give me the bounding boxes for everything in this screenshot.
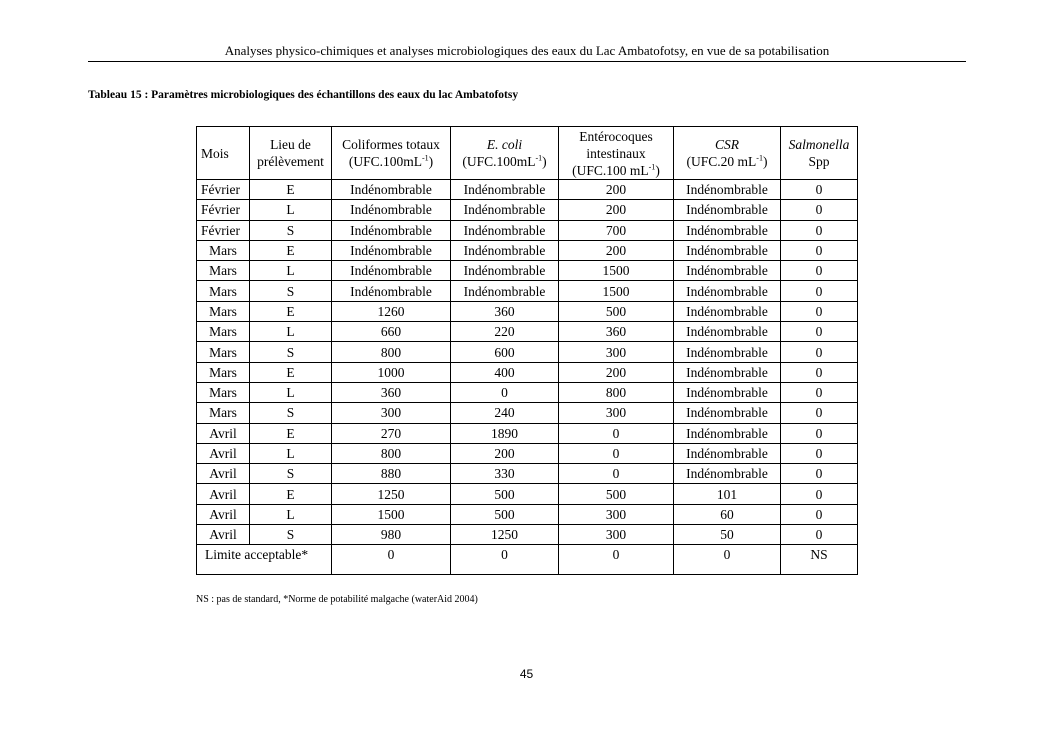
- table-row: [197, 281, 858, 301]
- cell-salmonella: 0: [781, 220, 858, 240]
- cell-mois: Mars: [197, 301, 250, 321]
- cell-entero: 0: [559, 443, 674, 463]
- header-enterocoques: [559, 127, 674, 180]
- cell-entero: 200: [559, 362, 674, 382]
- table-row: [197, 504, 858, 524]
- header-entero-line2: intestinaux: [586, 145, 646, 161]
- cell-coliformes: Indénombrable: [332, 281, 451, 301]
- cell-ecoli: 400: [451, 362, 559, 382]
- cell-entero: 500: [559, 484, 674, 504]
- table-row: [197, 220, 858, 240]
- cell-csr: Indénombrable: [674, 180, 781, 200]
- cell-entero: 300: [559, 403, 674, 423]
- cell-mois: Mars: [197, 240, 250, 260]
- header-mois: [197, 127, 250, 180]
- cell-mois: Mars: [197, 362, 250, 382]
- header-csr: [674, 127, 781, 180]
- cell-entero: 0: [559, 423, 674, 443]
- header-salmonella: [781, 127, 858, 180]
- cell-coliformes: 880: [332, 464, 451, 484]
- cell-salmonella: 0: [781, 403, 858, 423]
- header-ecoli-line1: E. coli: [486, 137, 523, 152]
- cell-lieu: S: [250, 220, 332, 240]
- cell-mois: Février: [197, 180, 250, 200]
- header-lieu-line1: Lieu de: [270, 137, 311, 152]
- cell-lieu: E: [250, 423, 332, 443]
- cell-ecoli: 200: [451, 443, 559, 463]
- cell-ecoli: Indénombrable: [451, 220, 559, 240]
- cell-salmonella: 0: [781, 362, 858, 382]
- cell-csr: Indénombrable: [674, 261, 781, 281]
- cell-csr: Indénombrable: [674, 281, 781, 301]
- cell-lieu: S: [250, 525, 332, 545]
- cell-coliformes: 1500: [332, 504, 451, 524]
- cell-entero: 200: [559, 240, 674, 260]
- cell-ecoli: Indénombrable: [451, 261, 559, 281]
- cell-entero: 0: [559, 464, 674, 484]
- cell-coliformes: 660: [332, 322, 451, 342]
- cell-coliformes: 1260: [332, 301, 451, 321]
- table-row: [197, 261, 858, 281]
- cell-lieu: L: [250, 322, 332, 342]
- footer-entero: 0: [559, 545, 674, 575]
- header-rule: [88, 61, 966, 62]
- cell-lieu: L: [250, 382, 332, 402]
- cell-csr: Indénombrable: [674, 362, 781, 382]
- footer-coliformes: 0: [332, 545, 451, 575]
- cell-coliformes: Indénombrable: [332, 200, 451, 220]
- cell-ecoli: Indénombrable: [451, 180, 559, 200]
- header-entero-unit: (UFC.100 mL: [572, 162, 649, 178]
- cell-salmonella: 0: [781, 525, 858, 545]
- cell-salmonella: 0: [781, 180, 858, 200]
- cell-coliformes: 300: [332, 403, 451, 423]
- close-paren: ): [542, 154, 547, 169]
- cell-salmonella: 0: [781, 240, 858, 260]
- header-ecoli: [451, 127, 559, 180]
- table-row: [197, 322, 858, 342]
- cell-salmonella: 0: [781, 301, 858, 321]
- footer-label: Limite acceptable*: [197, 545, 332, 575]
- cell-lieu: L: [250, 443, 332, 463]
- close-paren: ): [428, 154, 434, 169]
- cell-lieu: E: [250, 301, 332, 321]
- cell-salmonella: 0: [781, 504, 858, 524]
- cell-mois: Février: [197, 220, 250, 240]
- cell-entero: 500: [559, 301, 674, 321]
- cell-salmonella: 0: [781, 484, 858, 504]
- cell-coliformes: 980: [332, 525, 451, 545]
- header-csr-line1: CSR: [714, 137, 739, 152]
- cell-salmonella: 0: [781, 342, 858, 362]
- table-row: [197, 180, 858, 200]
- cell-csr: Indénombrable: [674, 423, 781, 443]
- cell-mois: Avril: [197, 464, 250, 484]
- cell-entero: 300: [559, 504, 674, 524]
- cell-mois: Avril: [197, 525, 250, 545]
- cell-mois: Avril: [197, 423, 250, 443]
- cell-salmonella: 0: [781, 281, 858, 301]
- cell-coliformes: 360: [332, 382, 451, 402]
- cell-mois: Mars: [197, 382, 250, 402]
- cell-ecoli: 600: [451, 342, 559, 362]
- header-mois-label: Mois: [201, 145, 229, 161]
- microbiology-table: [196, 126, 858, 575]
- cell-csr: Indénombrable: [674, 342, 781, 362]
- table-row: [197, 362, 858, 382]
- cell-entero: 800: [559, 382, 674, 402]
- cell-ecoli: 500: [451, 504, 559, 524]
- header-lieu-line2: prélèvement: [257, 154, 324, 169]
- cell-lieu: S: [250, 464, 332, 484]
- cell-lieu: L: [250, 261, 332, 281]
- cell-coliformes: 270: [332, 423, 451, 443]
- table-row: [197, 342, 858, 362]
- cell-ecoli: 1890: [451, 423, 559, 443]
- cell-salmonella: 0: [781, 423, 858, 443]
- cell-csr: Indénombrable: [674, 403, 781, 423]
- table-row: [197, 301, 858, 321]
- cell-csr: 60: [674, 504, 781, 524]
- cell-mois: Mars: [197, 403, 250, 423]
- cell-ecoli: 1250: [451, 525, 559, 545]
- header-coliformes-line1: Coliformes totaux: [342, 137, 440, 152]
- cell-salmonella: 0: [781, 261, 858, 281]
- cell-coliformes: Indénombrable: [332, 261, 451, 281]
- cell-lieu: L: [250, 504, 332, 524]
- running-header: Analyses physico-chimiques et analyses microbiologiques des eaux du Lac Ambatofotsy, en vue de sa potabilisation: [224, 43, 830, 58]
- cell-entero: 1500: [559, 281, 674, 301]
- cell-entero: 300: [559, 525, 674, 545]
- cell-coliformes: 1000: [332, 362, 451, 382]
- cell-entero: 700: [559, 220, 674, 240]
- cell-ecoli: Indénombrable: [451, 240, 559, 260]
- table-row: [197, 464, 858, 484]
- cell-ecoli: 330: [451, 464, 559, 484]
- header-coliformes-unit: (UFC.100mL: [348, 154, 422, 169]
- cell-mois: Mars: [197, 342, 250, 362]
- cell-mois: Mars: [197, 261, 250, 281]
- cell-mois: Février: [197, 200, 250, 220]
- header-ecoli-unit: (UFC.100mL: [462, 154, 536, 169]
- table-row: [197, 443, 858, 463]
- cell-ecoli: 220: [451, 322, 559, 342]
- cell-ecoli: 240: [451, 403, 559, 423]
- cell-salmonella: 0: [781, 322, 858, 342]
- cell-csr: Indénombrable: [674, 200, 781, 220]
- footer-csr: 0: [674, 545, 781, 575]
- cell-entero: 360: [559, 322, 674, 342]
- cell-lieu: E: [250, 180, 332, 200]
- cell-lieu: S: [250, 403, 332, 423]
- table-row: [197, 423, 858, 443]
- exponent: -1: [648, 162, 656, 171]
- cell-coliformes: 800: [332, 443, 451, 463]
- table-body: [197, 180, 858, 545]
- cell-lieu: S: [250, 342, 332, 362]
- cell-salmonella: 0: [781, 464, 858, 484]
- cell-entero: 300: [559, 342, 674, 362]
- cell-lieu: E: [250, 362, 332, 382]
- page-number: 45: [519, 667, 534, 681]
- cell-coliformes: Indénombrable: [332, 220, 451, 240]
- header-row: [197, 127, 858, 180]
- cell-coliformes: 1250: [332, 484, 451, 504]
- cell-csr: Indénombrable: [674, 443, 781, 463]
- table-caption: Tableau 15 : Paramètres microbiologiques des échantillons des eaux du lac Ambatofotsy: [88, 89, 519, 101]
- table-row: [197, 525, 858, 545]
- exponent: -1: [756, 153, 763, 163]
- cell-ecoli: 500: [451, 484, 559, 504]
- cell-ecoli: Indénombrable: [451, 281, 559, 301]
- table-note: NS : pas de standard, *Norme de potabilité malgache (waterAid 2004): [196, 594, 478, 605]
- cell-lieu: E: [250, 240, 332, 260]
- cell-coliformes: Indénombrable: [332, 240, 451, 260]
- table-row: [197, 403, 858, 423]
- cell-entero: 200: [559, 180, 674, 200]
- cell-coliformes: 800: [332, 342, 451, 362]
- cell-ecoli: 0: [451, 382, 559, 402]
- exponent: -1: [421, 153, 429, 163]
- cell-ecoli: Indénombrable: [451, 200, 559, 220]
- cell-mois: Mars: [197, 281, 250, 301]
- cell-mois: Mars: [197, 322, 250, 342]
- cell-lieu: S: [250, 281, 332, 301]
- cell-mois: Avril: [197, 484, 250, 504]
- cell-csr: 101: [674, 484, 781, 504]
- table-row: [197, 484, 858, 504]
- cell-mois: Avril: [197, 504, 250, 524]
- table-row: [197, 200, 858, 220]
- header-entero-line1: Entérocoques: [579, 128, 653, 144]
- cell-csr: Indénombrable: [674, 382, 781, 402]
- footer-salmonella: NS: [781, 545, 858, 575]
- cell-salmonella: 0: [781, 443, 858, 463]
- table-row: [197, 240, 858, 260]
- cell-csr: Indénombrable: [674, 220, 781, 240]
- cell-lieu: L: [250, 200, 332, 220]
- cell-lieu: E: [250, 484, 332, 504]
- cell-salmonella: 0: [781, 382, 858, 402]
- cell-csr: Indénombrable: [674, 464, 781, 484]
- cell-entero: 200: [559, 200, 674, 220]
- footer-row: [197, 545, 858, 575]
- cell-csr: Indénombrable: [674, 301, 781, 321]
- cell-csr: Indénombrable: [674, 322, 781, 342]
- header-salmonella-line2: Spp: [808, 154, 830, 169]
- close-paren: ): [655, 162, 660, 178]
- header-coliformes: [332, 127, 451, 180]
- cell-entero: 1500: [559, 261, 674, 281]
- cell-csr: Indénombrable: [674, 240, 781, 260]
- footer-ecoli: 0: [451, 545, 559, 575]
- cell-salmonella: 0: [781, 200, 858, 220]
- header-salmonella-line1: Salmonella: [788, 137, 850, 152]
- cell-csr: 50: [674, 525, 781, 545]
- header-csr-unit: (UFC.20 mL: [686, 154, 757, 169]
- table-row: [197, 382, 858, 402]
- cell-mois: Avril: [197, 443, 250, 463]
- exponent: -1: [535, 153, 543, 163]
- header-lieu: [250, 127, 332, 180]
- close-paren: ): [762, 154, 768, 169]
- cell-ecoli: 360: [451, 301, 559, 321]
- cell-coliformes: Indénombrable: [332, 180, 451, 200]
